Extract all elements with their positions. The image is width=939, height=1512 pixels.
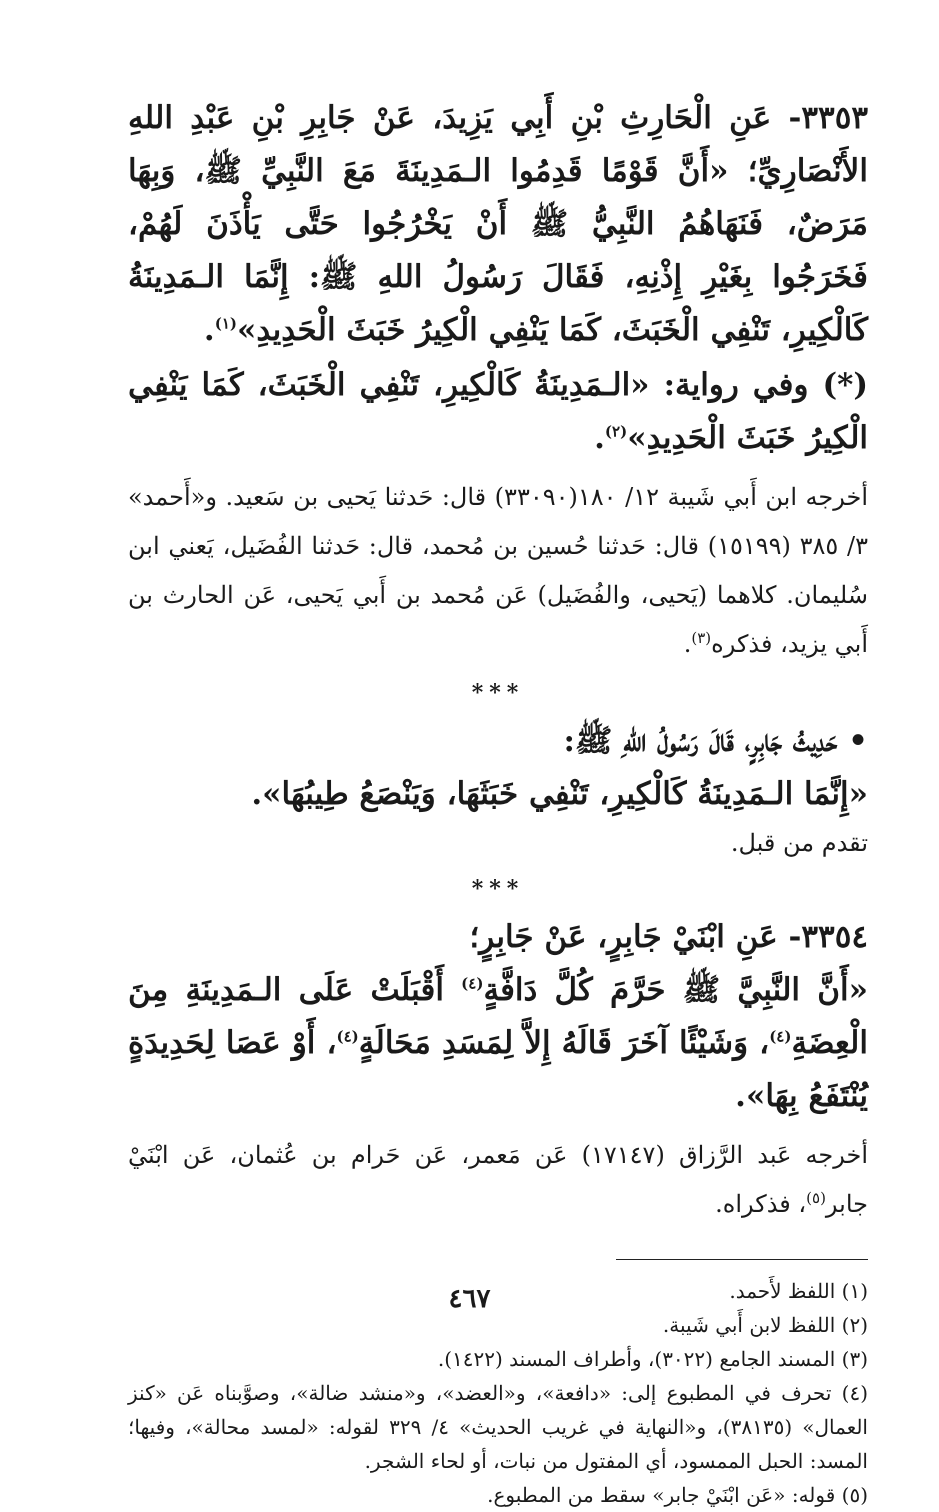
- takhrij-text: أخرجه ابن أَبي شَيبة ١٢/ ١٨٠(٣٣٠٩٠) قال: حَدثنا يَحيى بن سَعيد. و«أَحمد» ٣/ ٣٨٥ (١٥١٩٩) قال: حَدثنا حُسين بن مُحمد، قال: حَدثنا الفُضَيل، يَعني ابن سُليمان. كلاهما (يَحيى، والفُضَيل) عَن مُحمد بن أَبي يَحيى، عَن الحارث بن أَبي يزيد، فذكره: [128, 483, 869, 658]
- matn-part: ، وَشَيْئًا آخَرَ قَالَهُ إِلاَّ لِمَسَدِ مَحَالَةٍ: [358, 1025, 770, 1061]
- footnote-ref: (٢): [604, 422, 628, 441]
- takhrij-text: أخرجه عَبد الرَّزاق (١٧١٤٧) عَن مَعمر، عَن حَرام بن عُثمان، عَن ابْنَيْ جابر: [128, 1141, 868, 1218]
- footnote-ref: (٤): [461, 974, 484, 993]
- matn-part: «أَنَّ النَّبِيَّ ﷺ حَرَّمَ كُلَّ دَافَّةٍ: [483, 972, 868, 1008]
- footnote-divider: [616, 1259, 868, 1260]
- hadith-jabir-note: تقدم من قبل.: [730, 829, 868, 857]
- footnote-ref: (٥): [806, 1189, 826, 1207]
- footnote-ref: (٣): [691, 629, 712, 647]
- footnote-1: (١) اللفظ لأَحمد.: [729, 1279, 868, 1303]
- section-separator: ***: [471, 876, 525, 902]
- footnote-ref: (٤): [769, 1027, 792, 1046]
- footnote-4: (٤) تحرف في المطبوع إلى: «دافعة»، و«العضد»، و«منشد ضالة»، وصوَّبناه عَن «كنز العمال» (٣٨١٣٥)، و«النهاية في غريب الحديث» ٤/ ٣٢٩ لقوله: «لمسد محالة»، وفيها؛ المسد: الحبل الممسود، أي المفتول من نبات، أو لحاء الشجر.: [128, 1381, 868, 1473]
- hadith-3353-isnad: ٣٣٥٣- عَنِ الْحَارِثِ بْنِ أَبِي يَزِيدَ، عَنْ جَابِرِ بْنِ عَبْدِ اللهِ الأَنْصَارِيِّ؛: [128, 100, 868, 189]
- hadith-jabir-intro: • حَدِيثُ جَابِرٍ، قَالَ رَسُولُ اللهِ ﷺ:: [563, 723, 868, 759]
- punctuation: .: [203, 312, 215, 348]
- punctuation: .: [594, 420, 605, 456]
- hadith-3353-variant: [128, 359, 868, 465]
- hadith-3354-isnad: ٣٣٥٤- عَنِ ابْنَيْ جَابِرٍ، عَنْ جَابِرٍ؛: [469, 919, 868, 955]
- footnote-5: (٥) قوله: «عَن ابْنَيْ جابر» سقط من المطبوع.: [487, 1483, 868, 1507]
- footnote-ref: (١): [214, 314, 237, 333]
- page-number: ٤٦٧: [448, 1284, 491, 1314]
- hadith-3353-matn: «أَنَّ قَوْمًا قَدِمُوا الـمَدِينَةَ مَعَ النَّبِيِّ ﷺ، وَبِهَا مَرَضٌ، فَنَهَاهُمُ النَّبِيُّ ﷺ أَنْ يَخْرُجُوا حَتَّى يَأْذَنَ لَهُمْ، فَخَرَجُوا بِغَيْرِ إِذْنِهِ، فَقَالَ رَسُولُ اللهِ ﷺ: إِنَّمَا الـمَدِينَةُ كَالْكِيرِ، تَنْفِي الْخَبَثَ، كَمَا يَنْفِي الْكِيرُ خَبَثَ الْحَدِيدِ»: [128, 153, 868, 348]
- footnote-2: (٢) اللفظ لابن أَبي شَيبة.: [662, 1313, 868, 1337]
- hadith-jabir-matn: «إِنَّمَا الـمَدِينَةُ كَالْكِيرِ، تَنْفِي خَبَثَهَا، وَيَنْصَعُ طِيبُهَا».: [251, 776, 868, 812]
- matn-part: ، أَوْ عَصَا لِحَدِيدَةٍ يُنْتَفَعُ بِهَا».: [128, 1025, 868, 1114]
- hadith-3354-takhrij: [128, 1131, 868, 1229]
- hadith-3353-takhrij: [128, 473, 868, 669]
- variant-text: (*) وفي رواية: «الـمَدِينَةُ كَالْكِيرِ، تَنْفِي الْخَبَثَ، كَمَا يَنْفِي الْكِيرُ خَبَثَ الْحَدِيدِ»: [128, 367, 868, 456]
- footnote-ref: (٤): [336, 1027, 359, 1046]
- takhrij-text: ، فذكراه.: [715, 1190, 807, 1218]
- section-separator: ***: [471, 680, 525, 706]
- hadith-3353: [128, 92, 868, 357]
- hadith-3354-matn: [128, 964, 868, 1123]
- matn-part: أَقْبَلَتْ عَلَى الـمَدِينَةِ مِنَ الْعِضَةِ: [128, 972, 868, 1061]
- punctuation: .: [683, 630, 692, 658]
- footnote-3: (٣) المسند الجامع (٣٠٢٢)، وأطراف المسند (١٤٢٢).: [437, 1347, 868, 1371]
